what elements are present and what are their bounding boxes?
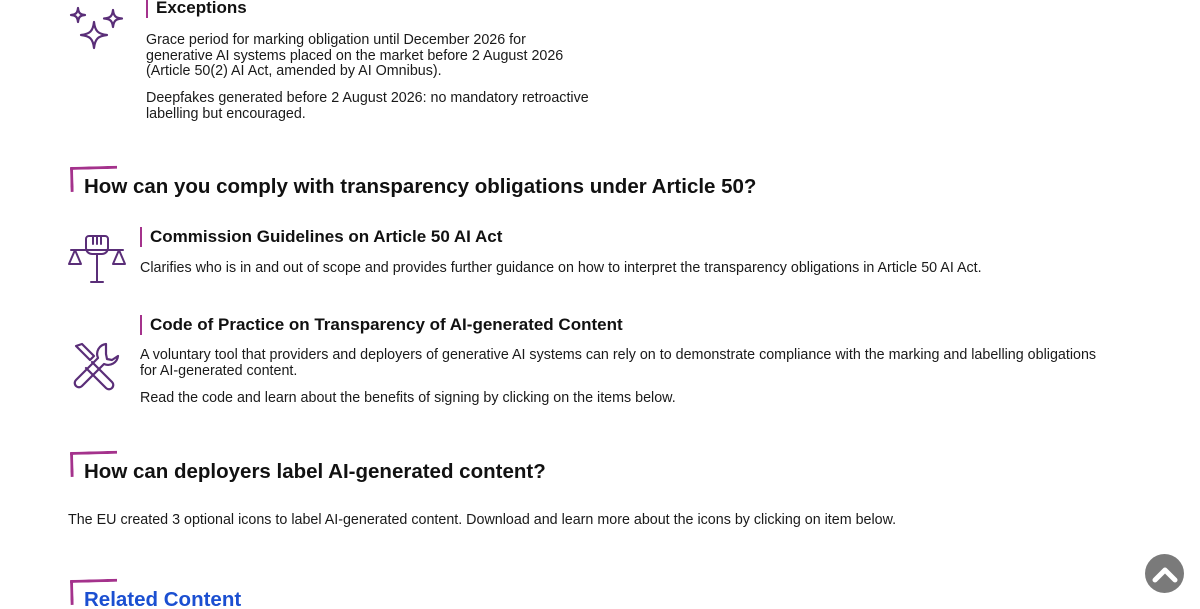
code-of-practice-text-1: A voluntary tool that providers and deployers of generative AI systems can rely on to demonstrate compliance with the marking and labelling obligations for AI-generated content.	[140, 347, 1097, 379]
comply-heading: How can you comply with transparency obligations under Article 50?	[84, 175, 757, 198]
code-of-practice-text-2: Read the code and learn about the benefits of signing by clicking on the items below.	[140, 390, 676, 406]
guidelines-text: Clarifies who is in and out of scope and provides further guidance on how to interpret the transparency obligations in Article 50 AI Act.	[140, 260, 982, 276]
label-heading: How can deployers label AI-generated content?	[84, 460, 546, 483]
tools-icon	[70, 340, 124, 392]
sparkles-icon	[66, 6, 128, 62]
back-to-top-button[interactable]	[1145, 554, 1184, 593]
exceptions-paragraph-1: Grace period for marking obligation until December 2026 for generative AI systems placed on the market before 2 August 2026 (Article 50(2) AI Act, amended by AI Omnibus).	[146, 32, 564, 79]
chevron-up-icon	[1152, 564, 1178, 584]
exceptions-title: Exceptions	[146, 0, 247, 18]
code-of-practice-title[interactable]: Code of Practice on Transparency of AI-generated Content	[140, 315, 623, 335]
exceptions-paragraph-2: Deepfakes generated before 2 August 2026: no mandatory retroactive labelling but encouraged.	[146, 90, 589, 122]
guidelines-title[interactable]: Commission Guidelines on Article 50 AI Act	[140, 227, 502, 247]
label-text: The EU created 3 optional icons to label AI-generated content. Download and learn more about the icons by clicking on item below.	[68, 512, 897, 528]
related-heading[interactable]: Related Content	[84, 588, 242, 609]
justice-fist-scales-icon	[67, 230, 127, 284]
